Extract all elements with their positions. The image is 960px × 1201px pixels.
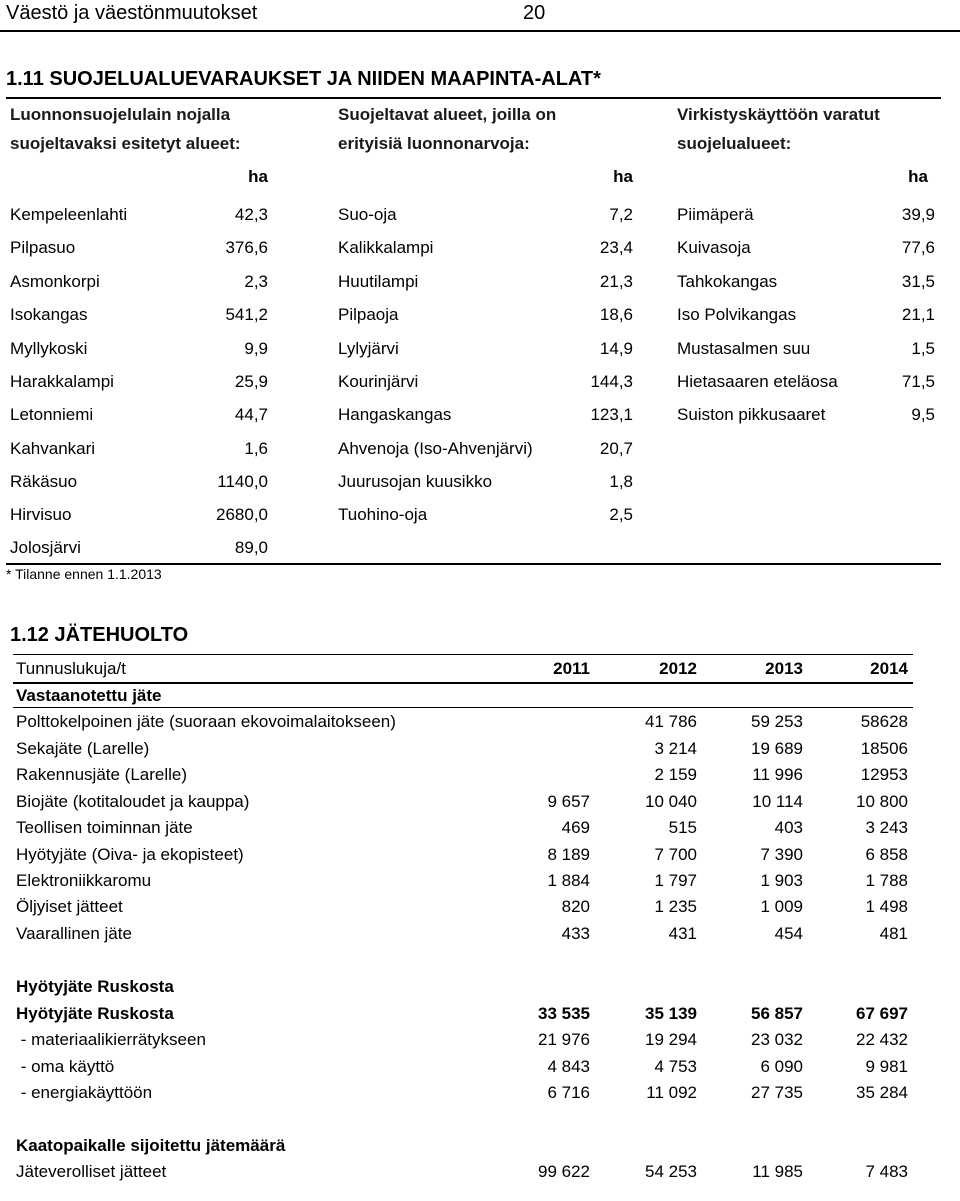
page-number: 20 — [523, 2, 546, 24]
waste-row-value-2011: 1 884 — [547, 871, 590, 890]
waste-row-value-2014: 58628 — [860, 712, 908, 731]
col3-area-name: Suiston pikkusaaret — [677, 405, 826, 424]
page-header — [6, 2, 546, 25]
col2-area-ha: 7,2 — [609, 205, 633, 224]
col2-area-name: Suo-oja — [338, 205, 397, 224]
waste-row-value-2014: 18506 — [860, 739, 908, 758]
waste-row-value-2013: 11 985 — [752, 1162, 803, 1181]
col1-area-name: Kempeleenlahti — [10, 205, 128, 224]
waste-row-value-2011: 33 535 — [538, 1004, 590, 1023]
year-2012: 2012 — [659, 659, 697, 678]
col1-area-name: Pilpasuo — [10, 238, 76, 257]
waste-row-value-2011: 9 657 — [547, 792, 590, 811]
waste-row-value-2011: 99 622 — [538, 1162, 590, 1181]
waste-row-label: Elektroniikkaromu — [16, 871, 152, 890]
waste-row-value-2013: 403 — [774, 818, 803, 837]
col1-area-ha: 25,9 — [234, 372, 268, 391]
section1-title: 1.11 SUOJELUALUEVARAUKSET JA NIIDEN MAAPINTA-ALAT* — [6, 68, 601, 90]
section1-footnote: * Tilanne ennen 1.1.2013 — [6, 566, 162, 582]
waste-row-label: - energiakäyttöön — [16, 1083, 153, 1102]
col1-area-name: Kahvankari — [10, 439, 96, 458]
waste-row-label: Vastaanotettu jäte — [16, 686, 162, 705]
col2-area-name: Lylyjärvi — [338, 339, 399, 358]
col2-area-ha: 18,6 — [599, 305, 633, 324]
col1-unit: ha — [248, 167, 268, 186]
col2-area-ha: 2,5 — [609, 505, 633, 524]
waste-row-value-2013: 454 — [774, 924, 803, 943]
col3-area-ha: 77,6 — [901, 238, 935, 257]
col3-area-name: Iso Polvikangas — [677, 305, 797, 324]
waste-row-value-2011: 8 189 — [547, 845, 590, 864]
waste-row-value-2013: 11 996 — [752, 765, 803, 784]
section1-top-rule — [6, 97, 941, 99]
year-2014: 2014 — [870, 659, 908, 678]
waste-row-value-2012: 35 139 — [645, 1004, 697, 1023]
waste-row-value-2012: 7 700 — [654, 845, 697, 864]
col3-area-name: Hietasaaren eteläosa — [677, 372, 838, 391]
col1-area-ha: 376,6 — [225, 238, 268, 257]
col2-area-name: Pilpaoja — [338, 305, 399, 324]
waste-row-value-2011: 21 976 — [538, 1030, 590, 1049]
waste-row-value-2012: 515 — [668, 818, 697, 837]
waste-row-label: Polttokelpoinen jäte (suoraan ekovoimalaitokseen) — [16, 712, 396, 731]
waste-row-label: Vaarallinen jäte — [16, 924, 132, 943]
waste-row-value-2014: 35 284 — [856, 1083, 908, 1102]
col1-area-ha: 1,6 — [244, 439, 268, 458]
col1-area-name: Myllykoski — [10, 339, 88, 358]
col2-area-ha: 123,1 — [590, 405, 633, 424]
waste-row-label: Kaatopaikalle sijoitettu jätemäärä — [16, 1136, 286, 1155]
waste-row-value-2012: 4 753 — [654, 1057, 697, 1076]
waste-row-value-2012: 41 786 — [645, 712, 697, 731]
col2-area-name: Kourinjärvi — [338, 372, 419, 391]
vastaanotettu-rule — [13, 707, 913, 708]
waste-row-label: Teollisen toiminnan jäte — [16, 818, 193, 837]
table-header-label: Tunnuslukuja/t — [16, 659, 126, 678]
col1-area-ha: 2680,0 — [216, 505, 268, 524]
col1-area-ha: 541,2 — [225, 305, 268, 324]
waste-row-value-2013: 59 253 — [751, 712, 803, 731]
waste-row-value-2012: 11 092 — [646, 1083, 697, 1102]
waste-row-value-2014: 10 800 — [856, 792, 908, 811]
col1-area-ha: 1140,0 — [217, 472, 268, 491]
waste-row-value-2014: 6 858 — [865, 845, 908, 864]
waste-row-value-2014: 22 432 — [856, 1030, 908, 1049]
col2-area-name: Hangaskangas — [338, 405, 452, 424]
col1-header: Luonnonsuojelulain nojalla suojeltavaksi esitetyt alueet: — [10, 105, 241, 153]
waste-row-label: Hyötyjäte Ruskosta — [16, 977, 174, 996]
col2-area-name: Kalikkalampi — [338, 238, 434, 257]
col3-header: Virkistyskäyttöön varatut suojelualueet: — [677, 105, 880, 153]
waste-row-label: Sekajäte (Larelle) — [16, 739, 150, 758]
col1-area-ha: 42,3 — [234, 205, 268, 224]
waste-row-label: Hyötyjäte (Oiva- ja ekopisteet) — [16, 845, 244, 864]
waste-row-value-2014: 1 498 — [865, 897, 908, 916]
col3-area-ha: 39,9 — [901, 205, 935, 224]
waste-row-value-2011: 6 716 — [547, 1083, 590, 1102]
waste-row-value-2014: 7 483 — [865, 1162, 908, 1181]
waste-row-value-2013: 23 032 — [751, 1030, 803, 1049]
section2-top-rule — [13, 654, 913, 655]
col1-area-ha: 89,0 — [234, 538, 268, 557]
waste-row-value-2013: 1 009 — [760, 897, 803, 916]
col2-area-ha: 14,9 — [599, 339, 633, 358]
waste-row-label: Öljyiset jätteet — [16, 897, 123, 916]
col2-area-name: Huutilampi — [338, 272, 419, 291]
waste-row-label: Rakennusjäte (Larelle) — [16, 765, 188, 784]
col3-area-name: Mustasalmen suu — [677, 339, 811, 358]
col2-area-name: Tuohino-oja — [338, 505, 428, 524]
col3-area-name: Tahkokangas — [677, 272, 778, 291]
waste-row-value-2013: 10 114 — [752, 792, 803, 811]
col1-area-ha: 2,3 — [244, 272, 268, 291]
waste-row-value-2012: 54 253 — [645, 1162, 697, 1181]
col2-area-name: Juurusojan kuusikko — [338, 472, 493, 491]
year-2011: 2011 — [553, 659, 590, 678]
col2-area-ha: 23,4 — [599, 238, 633, 257]
waste-row-value-2014: 9 981 — [865, 1057, 908, 1076]
year-2013: 2013 — [765, 659, 803, 678]
col3-area-name: Kuivasoja — [677, 238, 751, 257]
col2-area-ha: 20,7 — [599, 439, 633, 458]
waste-row-label: Jäteverolliset jätteet — [16, 1162, 167, 1181]
col2-area-ha: 144,3 — [590, 372, 633, 391]
section2-header-rule — [13, 682, 913, 684]
col1-area-name: Asmonkorpi — [10, 272, 100, 291]
waste-row-value-2012: 10 040 — [645, 792, 697, 811]
section2-title: 1.12 JÄTEHUOLTO — [10, 624, 189, 646]
waste-row-value-2012: 2 159 — [654, 765, 697, 784]
col3-area-ha: 9,5 — [911, 405, 935, 424]
waste-row-value-2012: 19 294 — [645, 1030, 697, 1049]
waste-row-value-2012: 1 797 — [654, 871, 697, 890]
waste-row-value-2014: 3 243 — [865, 818, 908, 837]
waste-row-value-2011: 820 — [561, 897, 590, 916]
waste-row-value-2014: 12953 — [860, 765, 908, 784]
waste-row-value-2011: 433 — [561, 924, 590, 943]
waste-row-value-2013: 27 735 — [751, 1083, 803, 1102]
col3-area-ha: 31,5 — [901, 272, 935, 291]
col1-area-ha: 9,9 — [244, 339, 268, 358]
col1-area-name: Räkäsuo — [10, 472, 78, 491]
col2-area-ha: 21,3 — [599, 272, 633, 291]
waste-row-value-2012: 431 — [668, 924, 697, 943]
waste-row-value-2014: 1 788 — [865, 871, 908, 890]
waste-row-label: Biojäte (kotitaloudet ja kauppa) — [16, 792, 250, 811]
waste-row-value-2013: 19 689 — [751, 739, 803, 758]
waste-row-value-2014: 67 697 — [856, 1004, 908, 1023]
col3-area-name: Piimäperä — [677, 205, 754, 224]
col1-area-ha: 44,7 — [234, 405, 268, 424]
waste-row-value-2014: 481 — [879, 924, 908, 943]
waste-row-value-2012: 1 235 — [654, 897, 697, 916]
waste-row-value-2011: 4 843 — [547, 1057, 590, 1076]
header-rule — [0, 30, 960, 32]
waste-row-label: - oma käyttö — [16, 1057, 115, 1076]
waste-row-value-2013: 7 390 — [760, 845, 803, 864]
col2-area-ha: 1,8 — [609, 472, 633, 491]
col3-area-ha: 71,5 — [901, 372, 935, 391]
waste-row-label: Hyötyjäte Ruskosta — [16, 1004, 174, 1023]
waste-row-value-2013: 56 857 — [751, 1004, 803, 1023]
col1-area-name: Harakkalampi — [10, 372, 114, 391]
waste-row-value-2011: 469 — [561, 818, 590, 837]
waste-row-value-2013: 1 903 — [760, 871, 803, 890]
page-header-title: Väestö ja väestönmuutokset — [6, 2, 258, 24]
waste-row-value-2012: 3 214 — [654, 739, 697, 758]
col3-area-ha: 21,1 — [901, 305, 935, 324]
col2-unit: ha — [613, 167, 633, 186]
waste-row-label: - materiaalikierrätykseen — [16, 1030, 206, 1049]
col1-area-name: Isokangas — [10, 305, 88, 324]
col1-area-name: Jolosjärvi — [10, 538, 81, 557]
col2-area-name: Ahvenoja (Iso-Ahvenjärvi) — [338, 439, 533, 458]
section1-bottom-rule — [6, 563, 941, 565]
waste-row-value-2013: 6 090 — [760, 1057, 803, 1076]
col1-area-name: Hirvisuo — [10, 505, 72, 524]
col1-area-name: Letonniemi — [10, 405, 94, 424]
col3-unit: ha — [908, 167, 928, 186]
col3-area-ha: 1,5 — [911, 339, 935, 358]
col2-header: Suojeltavat alueet, joilla on erityisiä luonnonarvoja: — [338, 105, 557, 153]
